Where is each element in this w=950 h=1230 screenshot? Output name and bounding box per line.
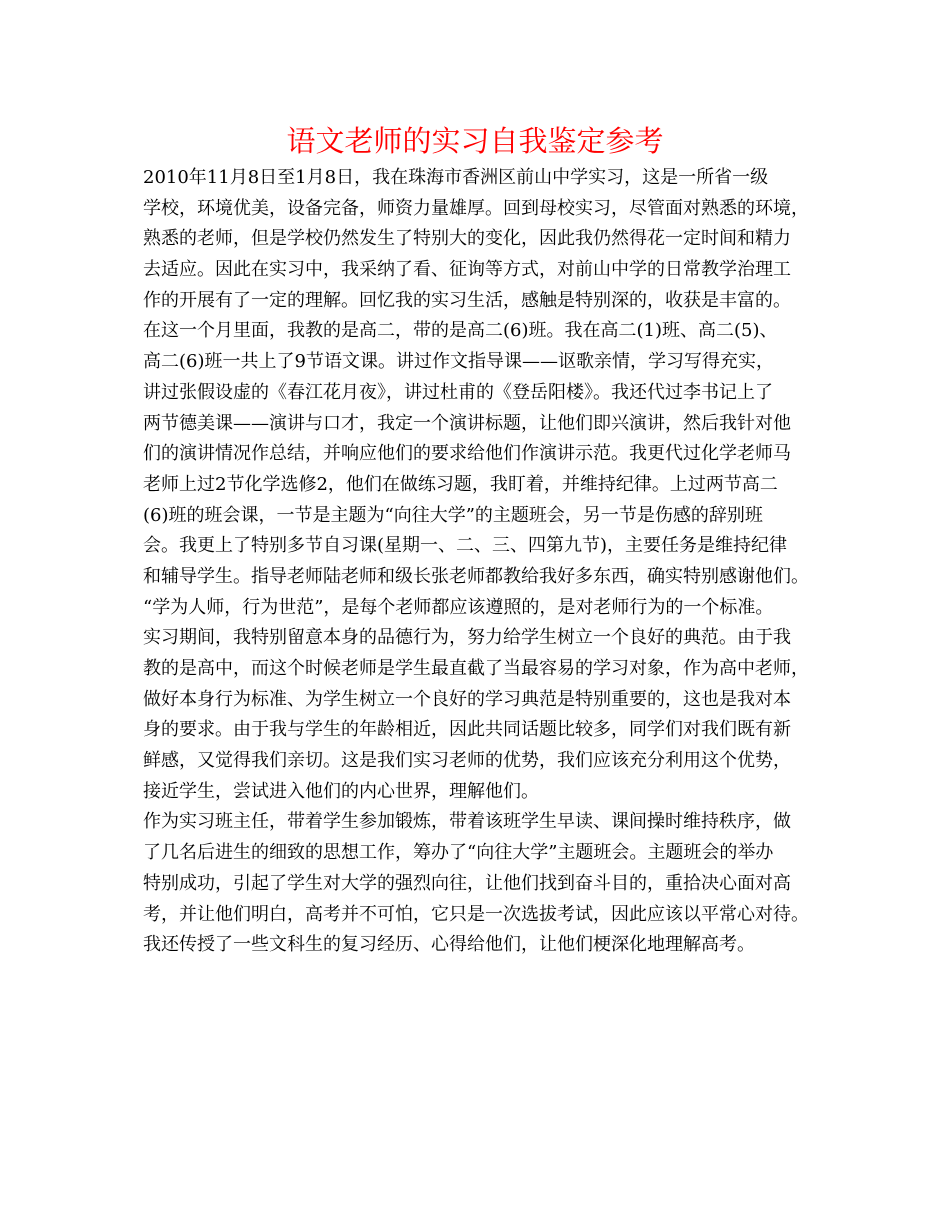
body-line: 接近学生，尝试进入他们的内心世界，理解他们。 <box>143 780 539 802</box>
body-line: 实习期间，我特别留意本身的品德行为，努力给学生树立一个良好的典范。由于我 <box>143 627 791 649</box>
body-line: 学校，环境优美，设备完备，师资力量雄厚。回到母校实习，尽管面对熟悉的环境， <box>143 197 809 219</box>
body-line: 了几名后进生的细致的思想工作，筹办了“向往大学”主题班会。主题班会的举办 <box>143 842 774 864</box>
body-line: 老师上过2节化学选修2，他们在做练习题，我盯着，并维持纪律。上过两节高二 <box>143 473 778 495</box>
document-title: 语文老师的实习自我鉴定参考 <box>286 124 664 158</box>
body-line: 两节德美课——演讲与口才，我定一个演讲标题，让他们即兴演讲，然后我针对他 <box>143 412 791 434</box>
body-line: 身的要求。由于我与学生的年龄相近，因此共同话题比较多，同学们对我们既有新 <box>143 719 791 741</box>
body-line: 高二(6)班一共上了9节语文课。讲过作文指导课——讴歌亲情，学习写得充实， <box>143 351 774 373</box>
body-line: 作的开展有了一定的理解。回忆我的实习生活，感触是特别深的，收获是丰富的。 <box>143 289 791 311</box>
body-line: 2010年11月8日至1月8日，我在珠海市香洲区前山中学实习，这是一所省一级 <box>143 167 769 188</box>
body-line: 我还传授了一些文科生的复习经历、心得给他们，让他们梗深化地理解高考。 <box>143 934 755 956</box>
body-line: 教的是高中，而这个时候老师是学生最直截了当最容易的学习对象，作为高中老师， <box>143 658 809 679</box>
body-line: 去适应。因此在实习中，我采纳了看、征询等方式，对前山中学的日常教学治理工 <box>143 259 791 281</box>
body-line: 考，并让他们明白，高考并不可怕，它只是一次选拔考试，因此应该以平常心对待。 <box>143 903 809 925</box>
body-line: 在这一个月里面，我教的是高二，带的是高二(6)班。我在高二(1)班、高二(5)、 <box>143 320 778 342</box>
body-line: 做好本身行为标准、为学生树立一个良好的学习典范是特别重要的，这也是我对本 <box>143 688 791 710</box>
body-line: 熟悉的老师，但是学校仍然发生了特别大的变化，因此我仍然得花一定时间和精力 <box>143 228 791 250</box>
body-line: 们的演讲情况作总结，并响应他们的要求给他们作演讲示范。我更代过化学老师马 <box>143 443 791 465</box>
body-line: 和辅导学生。指导老师陆老师和级长张老师都教给我好多东西，确实特别感谢他们。 <box>143 565 809 587</box>
body-line: 鲜感，又觉得我们亲切。这是我们实习老师的优势，我们应该充分利用这个优势， <box>143 750 791 772</box>
body-line: “学为人师，行为世范”，是每个老师都应该遵照的，是对老师行为的一个标准。 <box>143 596 774 618</box>
body-line: (6)班的班会课，一节是主题为“向往大学”的主题班会，另一节是伤感的辞别班 <box>143 504 763 526</box>
document-body <box>143 163 823 961</box>
body-line: 会。我更上了特别多节自习课(星期一、二、三、四第九节)，主要任务是维持纪律 <box>143 535 788 557</box>
body-line: 讲过张假设虚的《春江花月夜》，讲过杜甫的《登岳阳楼》。我还代过李书记上了 <box>143 381 773 403</box>
body-line: 特别成功，引起了学生对大学的强烈向往，让他们找到奋斗目的，重拾决心面对高 <box>143 872 791 894</box>
body-line: 作为实习班主任，带着学生参加锻炼，带着该班学生早读、课间操时维持秩序，做 <box>143 811 791 833</box>
